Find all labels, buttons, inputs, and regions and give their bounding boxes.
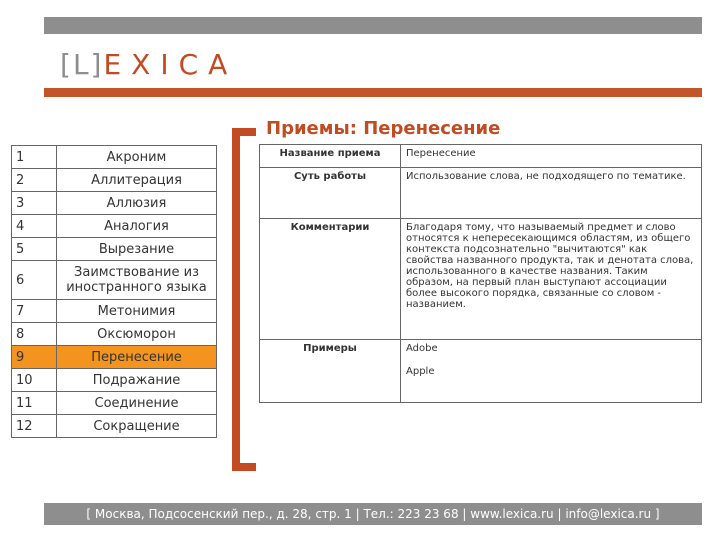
techniques-list [11,145,217,438]
item-name: Акроним [57,146,217,169]
example-item: Apple [406,366,435,377]
item-number: 5 [12,238,57,261]
details-row [260,145,702,168]
top-gray-bar [44,17,702,34]
comment-value: Благодаря тому, что называемый предмет и слово относятся к непересекающимся областям, из общего контекста подсознательно "вычитаются" как свойства названного продукта, так и денотата слова, использованного в качестве названия. Таким образом, на первый план выступают ассоциации более высокого порядка, связанные со словом - названием. [401,219,702,340]
list-item[interactable] [12,146,217,169]
item-number: 8 [12,323,57,346]
examples-value [401,340,702,403]
item-name: Метонимия [57,300,217,323]
item-name: Перенесение [57,346,217,369]
list-item[interactable] [12,369,217,392]
item-number: 1 [12,146,57,169]
item-number: 9 [12,346,57,369]
lexica-logo: [L]EXICA [60,48,238,81]
list-item[interactable] [12,169,217,192]
example-item: Adobe [406,343,438,354]
list-item[interactable] [12,392,217,415]
list-item[interactable] [12,238,217,261]
item-name: Соединение [57,392,217,415]
examples-label: Примеры [260,340,401,403]
list-item[interactable] [12,261,217,300]
decorative-bracket-bottom [232,463,256,471]
item-number: 7 [12,300,57,323]
name-value: Перенесение [401,145,702,168]
list-item-selected[interactable] [12,346,217,369]
slide-title: Приемы: Перенесение [266,118,501,139]
essence-value: Использование слова, не подходящего по тематике. [401,168,702,219]
name-label: Название приема [260,145,401,168]
item-name: Подражание [57,369,217,392]
decorative-bracket-top [232,128,256,136]
comment-label: Комментарии [260,219,401,340]
details-row [260,340,702,403]
item-number: 11 [12,392,57,415]
list-item[interactable] [12,415,217,438]
item-name: Вырезание [57,238,217,261]
item-number: 10 [12,369,57,392]
technique-details-table [259,144,702,403]
item-number: 4 [12,215,57,238]
list-item[interactable] [12,300,217,323]
details-row [260,168,702,219]
item-number: 3 [12,192,57,215]
item-number: 2 [12,169,57,192]
decorative-bracket [232,128,240,471]
item-number: 12 [12,415,57,438]
list-item[interactable] [12,323,217,346]
essence-label: Суть работы [260,168,401,219]
item-name: Сокращение [57,415,217,438]
details-row [260,219,702,340]
item-name: Аналогия [57,215,217,238]
footer-contacts: [ Москва, Подсосенский пер., д. 28, стр. 1 | Тел.: 223 23 68 | www.lexica.ru | info@lexica.ru ] [44,503,702,525]
item-name: Заимствование из иностранного языка [57,261,217,300]
item-name: Аллюзия [57,192,217,215]
item-name: Оксюморон [57,323,217,346]
item-name: Аллитерация [57,169,217,192]
item-number: 6 [12,261,57,300]
list-item[interactable] [12,192,217,215]
list-item[interactable] [12,215,217,238]
logo-accent-line [44,88,702,97]
